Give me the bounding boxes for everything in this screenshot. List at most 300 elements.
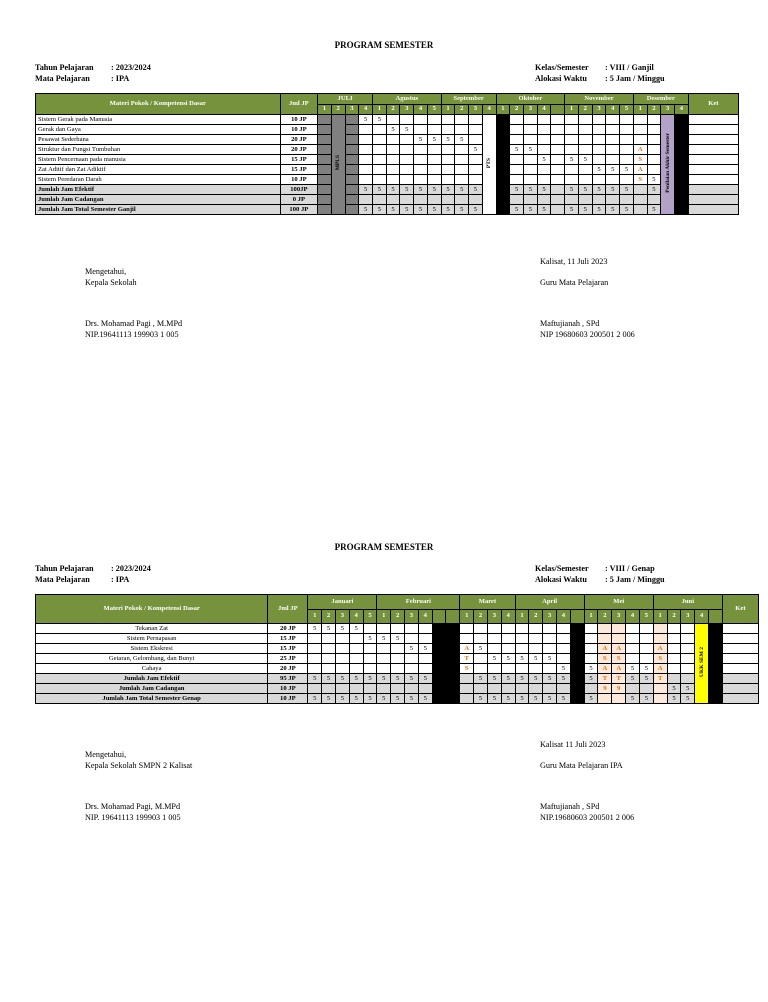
signatory-name: Maftujianah , SPd bbox=[540, 319, 600, 328]
week-cell: A bbox=[633, 145, 647, 155]
week-cell bbox=[653, 634, 667, 644]
week-cell: 5 bbox=[418, 694, 432, 704]
jp-cell: 20 JP bbox=[268, 624, 308, 634]
week-cell bbox=[584, 684, 598, 694]
week-cell bbox=[612, 624, 626, 634]
week-cell bbox=[418, 624, 432, 634]
mapel-value: : IPA bbox=[111, 74, 130, 83]
week-cell bbox=[633, 205, 647, 215]
week-cell bbox=[400, 165, 414, 175]
week-header: 4 bbox=[606, 104, 620, 115]
week-cell bbox=[427, 195, 441, 205]
ket-cell bbox=[688, 185, 738, 195]
jp-cell: 15 JP bbox=[268, 634, 308, 644]
week-cell bbox=[455, 115, 469, 125]
week-cell bbox=[501, 684, 515, 694]
week-cell: 5 bbox=[565, 155, 579, 165]
week-cell: 5 bbox=[515, 674, 529, 684]
week-cell bbox=[414, 165, 428, 175]
week-cell bbox=[345, 205, 359, 215]
week-cell bbox=[584, 644, 598, 654]
week-cell bbox=[543, 644, 557, 654]
week-cell: 5 bbox=[474, 644, 488, 654]
week-header: 5 bbox=[620, 104, 634, 115]
week-cell bbox=[620, 135, 634, 145]
week-cell bbox=[373, 125, 387, 135]
week-cell bbox=[606, 195, 620, 205]
sem1-meta-right bbox=[535, 62, 665, 84]
week-cell: 5 bbox=[578, 205, 592, 215]
week-cell bbox=[529, 644, 543, 654]
week-cell bbox=[653, 624, 667, 634]
jp-cell: 10 JP bbox=[268, 694, 308, 704]
materi-cell: Jumlah Jam Cadangan bbox=[36, 684, 268, 694]
jp-cell: 20 JP bbox=[280, 145, 317, 155]
ket-cell bbox=[688, 145, 738, 155]
week-cell bbox=[578, 135, 592, 145]
week-cell bbox=[667, 654, 681, 664]
week-header: 2 bbox=[331, 104, 345, 115]
week-cell bbox=[515, 624, 529, 634]
week-cell bbox=[487, 664, 501, 674]
week-header: 1 bbox=[373, 104, 387, 115]
week-cell bbox=[427, 165, 441, 175]
week-cell bbox=[391, 664, 405, 674]
week-cell bbox=[592, 145, 606, 155]
week-cell bbox=[349, 664, 363, 674]
week-cell bbox=[675, 185, 689, 195]
week-header: 1 bbox=[496, 104, 510, 115]
week-cell: A bbox=[612, 644, 626, 654]
week-cell: 5 bbox=[543, 694, 557, 704]
week-cell bbox=[570, 624, 584, 634]
week-header: 1 bbox=[460, 609, 474, 624]
week-cell bbox=[529, 624, 543, 634]
week-cell: 5 bbox=[592, 165, 606, 175]
week-cell bbox=[578, 175, 592, 185]
week-cell bbox=[675, 145, 689, 155]
week-cell bbox=[592, 115, 606, 125]
week-header: 2 bbox=[667, 609, 681, 624]
week-cell bbox=[386, 175, 400, 185]
week-cell bbox=[377, 664, 391, 674]
week-cell bbox=[578, 145, 592, 155]
week-cell: 5 bbox=[667, 694, 681, 704]
week-cell bbox=[400, 135, 414, 145]
week-cell bbox=[455, 155, 469, 165]
week-cell bbox=[432, 644, 446, 654]
table-row bbox=[36, 115, 739, 125]
week-cell: T bbox=[612, 674, 626, 684]
kelas-label: Kelas/Semester bbox=[535, 63, 589, 72]
week-cell: 5 bbox=[501, 694, 515, 704]
week-cell bbox=[345, 145, 359, 155]
week-cell bbox=[709, 654, 723, 664]
week-cell: 5 bbox=[606, 185, 620, 195]
table-row bbox=[36, 624, 759, 634]
week-cell bbox=[496, 195, 510, 205]
week-header: 3 bbox=[612, 609, 626, 624]
week-cell: 5 bbox=[349, 694, 363, 704]
week-cell bbox=[570, 644, 584, 654]
role-text: Kepala Sekolah SMPN 2 Kalisat bbox=[85, 761, 193, 770]
table-row bbox=[36, 165, 739, 175]
week-cell: 5 bbox=[620, 185, 634, 195]
week-cell bbox=[709, 634, 723, 644]
week-cell bbox=[474, 664, 488, 674]
ket-cell bbox=[688, 205, 738, 215]
week-header: 4 bbox=[359, 104, 373, 115]
week-cell: S bbox=[460, 664, 474, 674]
week-cell bbox=[681, 674, 695, 684]
week-cell bbox=[441, 145, 455, 155]
week-cell: 5 bbox=[322, 674, 336, 684]
week-cell: 5 bbox=[474, 694, 488, 704]
week-cell: 5 bbox=[681, 684, 695, 694]
week-header bbox=[432, 609, 446, 624]
week-cell bbox=[345, 185, 359, 195]
week-cell: 5 bbox=[441, 205, 455, 215]
week-cell bbox=[565, 165, 579, 175]
week-cell bbox=[639, 644, 653, 654]
week-cell bbox=[639, 684, 653, 694]
week-cell bbox=[441, 155, 455, 165]
week-header: 4 bbox=[557, 609, 571, 624]
week-header: 3 bbox=[681, 609, 695, 624]
sem1-meta-left bbox=[35, 62, 151, 84]
week-cell bbox=[675, 125, 689, 135]
week-cell bbox=[391, 624, 405, 634]
week-cell: 5 bbox=[537, 185, 551, 195]
week-cell: 5 bbox=[647, 205, 661, 215]
week-cell bbox=[501, 664, 515, 674]
sem1-sign-left bbox=[85, 266, 182, 340]
week-cell: 5 bbox=[606, 165, 620, 175]
week-cell bbox=[592, 135, 606, 145]
ukk-column-label: UKK SEM 2 bbox=[698, 647, 705, 677]
week-cell bbox=[537, 115, 551, 125]
week-cell bbox=[391, 644, 405, 654]
week-cell bbox=[667, 634, 681, 644]
week-cell bbox=[418, 684, 432, 694]
tahun-value: : 2023/2024 bbox=[111, 564, 151, 573]
week-cell bbox=[345, 135, 359, 145]
week-cell: 5 bbox=[524, 145, 538, 155]
week-cell bbox=[414, 155, 428, 165]
week-cell bbox=[474, 684, 488, 694]
week-cell bbox=[543, 664, 557, 674]
week-cell bbox=[524, 165, 538, 175]
week-cell bbox=[335, 644, 349, 654]
week-cell bbox=[359, 135, 373, 145]
week-cell bbox=[335, 664, 349, 674]
week-header: 2 bbox=[598, 609, 612, 624]
week-cell bbox=[551, 145, 565, 155]
week-cell: 5 bbox=[667, 684, 681, 694]
mpls-column bbox=[331, 115, 345, 215]
total-row bbox=[36, 684, 759, 694]
week-cell: 5 bbox=[584, 674, 598, 684]
week-cell: T bbox=[653, 674, 667, 684]
week-cell: 5 bbox=[405, 644, 419, 654]
week-cell bbox=[373, 155, 387, 165]
week-cell: 5 bbox=[592, 205, 606, 215]
sem1-schedule-table bbox=[35, 93, 739, 215]
week-cell bbox=[460, 694, 474, 704]
week-cell bbox=[510, 155, 524, 165]
week-cell: 5 bbox=[557, 664, 571, 674]
week-cell bbox=[675, 205, 689, 215]
month-header: Agustus bbox=[373, 94, 442, 105]
ket-cell bbox=[722, 624, 758, 634]
signatory-nip: NIP. 19641113 199903 1 005 bbox=[85, 813, 181, 822]
week-cell bbox=[551, 115, 565, 125]
week-cell bbox=[551, 125, 565, 135]
week-cell bbox=[418, 664, 432, 674]
week-cell bbox=[606, 155, 620, 165]
week-cell bbox=[681, 644, 695, 654]
week-header: 1 bbox=[318, 104, 332, 115]
week-cell bbox=[667, 644, 681, 654]
signatory-nip: NIP.19680603 200501 2 006 bbox=[540, 813, 635, 822]
week-cell bbox=[318, 185, 332, 195]
jp-cell: 15 JP bbox=[280, 155, 317, 165]
sem1-title: PROGRAM SEMESTER bbox=[334, 40, 434, 50]
week-cell: 9 bbox=[612, 684, 626, 694]
week-cell bbox=[626, 624, 640, 634]
week-header: 2 bbox=[322, 609, 336, 624]
week-header: 3 bbox=[487, 609, 501, 624]
month-header: Februari bbox=[377, 595, 460, 610]
week-cell: T bbox=[460, 654, 474, 664]
week-cell bbox=[427, 155, 441, 165]
week-cell bbox=[620, 145, 634, 155]
week-cell bbox=[501, 644, 515, 654]
week-cell: 5 bbox=[515, 654, 529, 664]
week-header: 4 bbox=[675, 104, 689, 115]
week-cell bbox=[584, 654, 598, 664]
week-cell: 5 bbox=[529, 694, 543, 704]
week-header: 2 bbox=[647, 104, 661, 115]
signatory-nip: NIP 19680603 200501 2 006 bbox=[540, 330, 635, 339]
materi-cell: Jumlah Jam Efektif bbox=[36, 185, 281, 195]
week-cell bbox=[345, 115, 359, 125]
week-cell bbox=[570, 694, 584, 704]
week-cell: 5 bbox=[427, 185, 441, 195]
week-cell bbox=[515, 664, 529, 674]
week-cell bbox=[386, 165, 400, 175]
sem2-schedule-table bbox=[35, 594, 759, 704]
week-header: 5 bbox=[363, 609, 377, 624]
week-cell bbox=[349, 684, 363, 694]
week-cell bbox=[543, 624, 557, 634]
week-cell bbox=[345, 175, 359, 185]
tahun-value: : 2023/2024 bbox=[111, 63, 151, 72]
week-cell bbox=[647, 195, 661, 205]
week-cell bbox=[446, 634, 460, 644]
week-cell bbox=[557, 644, 571, 654]
week-cell: 5 bbox=[455, 205, 469, 215]
month-header: Mei bbox=[584, 595, 653, 610]
week-cell bbox=[460, 624, 474, 634]
week-cell: 5 bbox=[524, 185, 538, 195]
week-cell bbox=[318, 145, 332, 155]
head-jp: Jml JP bbox=[268, 595, 308, 624]
week-cell bbox=[647, 165, 661, 175]
week-cell bbox=[414, 195, 428, 205]
week-cell bbox=[709, 684, 723, 694]
week-cell bbox=[709, 644, 723, 654]
week-cell bbox=[359, 195, 373, 205]
week-cell bbox=[469, 135, 483, 145]
week-cell bbox=[570, 684, 584, 694]
week-cell: 5 bbox=[565, 205, 579, 215]
week-cell bbox=[667, 664, 681, 674]
week-cell bbox=[510, 175, 524, 185]
week-cell bbox=[474, 624, 488, 634]
week-cell: 5 bbox=[391, 694, 405, 704]
week-cell bbox=[391, 684, 405, 694]
week-cell bbox=[349, 644, 363, 654]
week-cell: 5 bbox=[496, 185, 510, 195]
week-cell bbox=[455, 145, 469, 155]
role-text: Guru Mata Pelajaran bbox=[540, 278, 609, 287]
week-cell: 5 bbox=[592, 185, 606, 195]
week-cell: 5 bbox=[405, 694, 419, 704]
week-cell: 5 bbox=[455, 135, 469, 145]
week-cell: S bbox=[633, 155, 647, 165]
jp-cell: 10 JP bbox=[280, 115, 317, 125]
week-cell: 5 bbox=[359, 115, 373, 125]
week-header: 2 bbox=[529, 609, 543, 624]
materi-cell: Struktur dan Fungsi Tumbuhan bbox=[36, 145, 281, 155]
week-header: 2 bbox=[510, 104, 524, 115]
week-cell bbox=[529, 664, 543, 674]
week-cell bbox=[460, 674, 474, 684]
week-cell bbox=[359, 155, 373, 165]
week-cell bbox=[578, 115, 592, 125]
week-cell: 5 bbox=[386, 125, 400, 135]
week-cell bbox=[681, 654, 695, 664]
table-row bbox=[36, 155, 739, 165]
week-cell bbox=[633, 195, 647, 205]
week-cell bbox=[405, 684, 419, 694]
week-cell bbox=[570, 674, 584, 684]
week-cell bbox=[675, 165, 689, 175]
week-cell bbox=[510, 195, 524, 205]
week-cell: 5 bbox=[308, 694, 322, 704]
week-cell bbox=[418, 634, 432, 644]
week-cell: T bbox=[598, 674, 612, 684]
week-cell: 5 bbox=[578, 155, 592, 165]
week-cell: 5 bbox=[441, 135, 455, 145]
jp-cell: 100 JP bbox=[280, 205, 317, 215]
week-header: 1 bbox=[565, 104, 579, 115]
week-cell bbox=[414, 175, 428, 185]
role-text: Kepala Sekolah bbox=[85, 278, 137, 287]
mapel-value: : IPA bbox=[111, 575, 130, 584]
signatory-nip: NIP.19641113 199903 1 005 bbox=[85, 330, 179, 339]
ket-cell bbox=[722, 634, 758, 644]
week-cell bbox=[626, 644, 640, 654]
week-cell bbox=[675, 195, 689, 205]
head-ket: Ket bbox=[688, 94, 738, 115]
jp-cell: 10 JP bbox=[280, 175, 317, 185]
week-cell bbox=[359, 145, 373, 155]
week-cell bbox=[469, 165, 483, 175]
table-row bbox=[36, 644, 759, 654]
week-cell bbox=[469, 175, 483, 185]
week-cell bbox=[335, 654, 349, 664]
week-cell bbox=[363, 654, 377, 664]
week-cell: 5 bbox=[681, 694, 695, 704]
week-cell bbox=[578, 165, 592, 175]
week-cell bbox=[543, 634, 557, 644]
week-cell bbox=[363, 624, 377, 634]
week-cell bbox=[377, 624, 391, 634]
week-header: 4 bbox=[695, 609, 709, 624]
week-cell: 5 bbox=[405, 674, 419, 684]
week-cell bbox=[557, 684, 571, 694]
week-cell bbox=[592, 175, 606, 185]
week-cell: 5 bbox=[501, 654, 515, 664]
ket-cell bbox=[688, 195, 738, 205]
mapel-label: Mata Pelajaran bbox=[35, 575, 90, 584]
week-cell bbox=[501, 624, 515, 634]
week-cell bbox=[373, 135, 387, 145]
month-header: April bbox=[515, 595, 584, 610]
week-cell: 5 bbox=[606, 205, 620, 215]
week-cell: 5 bbox=[418, 674, 432, 684]
week-cell bbox=[565, 135, 579, 145]
sem2-meta-right bbox=[535, 563, 665, 585]
mpls-column-label: MPLS bbox=[335, 155, 342, 171]
week-cell: 5 bbox=[543, 674, 557, 684]
week-cell: 5 bbox=[515, 694, 529, 704]
week-cell: 5 bbox=[400, 185, 414, 195]
week-cell: A bbox=[633, 165, 647, 175]
week-cell bbox=[318, 165, 332, 175]
materi-cell: Sistem Pencernaan pada manusia bbox=[36, 155, 281, 165]
week-cell: 5 bbox=[386, 205, 400, 215]
week-cell bbox=[515, 684, 529, 694]
ket-cell bbox=[722, 664, 758, 674]
week-header: 1 bbox=[377, 609, 391, 624]
week-cell: 5 bbox=[626, 694, 640, 704]
materi-cell: Tekanan Zat bbox=[36, 624, 268, 634]
week-cell bbox=[681, 634, 695, 644]
week-cell bbox=[496, 155, 510, 165]
week-cell: 5 bbox=[510, 145, 524, 155]
week-cell bbox=[308, 644, 322, 654]
alokasi-value: : 5 Jam / Minggu bbox=[605, 575, 665, 584]
table-row bbox=[36, 634, 759, 644]
week-header: 2 bbox=[455, 104, 469, 115]
week-cell: 5 bbox=[557, 694, 571, 704]
week-cell bbox=[400, 175, 414, 185]
week-cell bbox=[584, 624, 598, 634]
week-cell bbox=[414, 125, 428, 135]
week-cell bbox=[606, 145, 620, 155]
week-cell bbox=[709, 624, 723, 634]
jp-cell: 95 JP bbox=[268, 674, 308, 684]
week-cell bbox=[469, 125, 483, 135]
mapel-label: Mata Pelajaran bbox=[35, 74, 90, 83]
week-cell: 5 bbox=[359, 205, 373, 215]
kelas-value: : VIII / Genap bbox=[605, 564, 655, 573]
week-cell: 5 bbox=[584, 664, 598, 674]
week-cell bbox=[400, 195, 414, 205]
